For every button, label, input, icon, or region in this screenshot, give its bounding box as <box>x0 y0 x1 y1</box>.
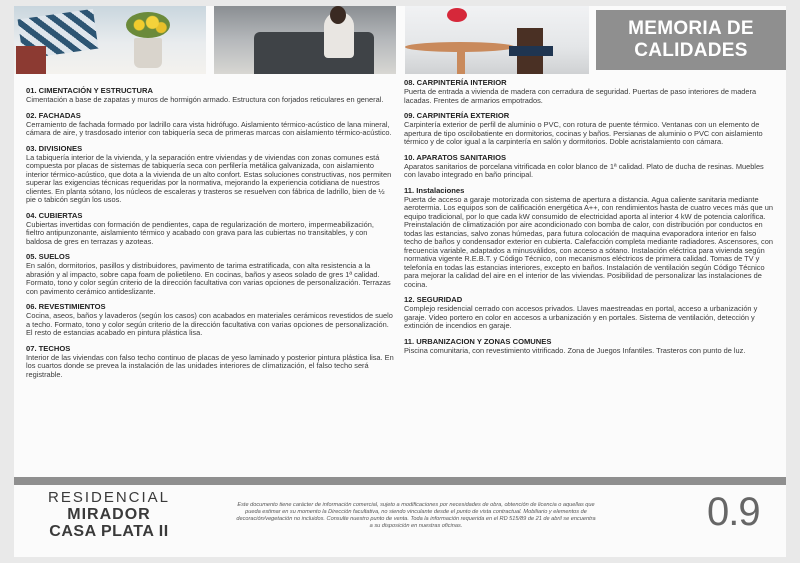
section-aparatos-sanitarios <box>404 153 776 180</box>
title-line-1: MEMORIA DE <box>628 18 754 39</box>
section-title: 06. REVESTIMIENTOS <box>26 302 106 311</box>
section-divisiones <box>26 144 394 205</box>
section-text: Puerta de entrada a vivienda de madera con cerradura de seguridad. Puertas de paso interiores de madera lacadas. Frentes de armarios empotrados. <box>404 87 757 105</box>
legal-disclaimer: Este documento tiene carácter de información comercial, sujeto a modificaciones por necesidades de obra, obtención de licencia o aquellas que pueda estimar en su momento la Dirección facultativa, no siendo vinculante desde el punto de vista contractual. Mobiliario y elementos de decoración/vegetación no incluidos. Consulte nuestro punto de venta. Toda la información requerida en el RD 515/89 de 21 de abril se encuentra a su disposición en nuestras oficinas. <box>236 502 596 529</box>
pot-decor <box>134 38 162 68</box>
rose-decor <box>447 8 467 22</box>
title-line-2: CALIDADES <box>634 40 748 61</box>
photo-living-room <box>14 6 206 74</box>
section-title: 11. Instalaciones <box>404 185 465 195</box>
section-title: 11. URBANIZACION Y ZONAS COMUNES <box>404 336 552 346</box>
brochure-page <box>14 6 786 557</box>
section-title: 07. TECHOS <box>26 343 71 353</box>
section-text: Cerramiento de fachada formado por ladrillo cara vista hidrófugo. Aislamiento térmico-acústico de lana mineral, cámara de aire, y trasdosado interior con tabiquería seca de primeras marcas con aislamiento térmico-acústico. <box>26 119 392 137</box>
page-number: 0.9 <box>707 490 760 534</box>
section-text: Complejo residencial cerrado con accesos privados. Llaves maestreadas en portal, acceso a urbanización y garaje. Video portero en color en accesos a urbanización y en portales. Sistema de ventilación, detección y extinción de incendios en garaje. <box>404 304 758 330</box>
photo-dining <box>405 6 589 74</box>
section-title: 10. APARATOS SANITARIOS <box>404 152 507 162</box>
brand-logo <box>34 490 184 541</box>
left-column <box>26 86 394 385</box>
section-title: 09. CARPINTERÍA EXTERIOR <box>404 111 510 120</box>
section-text: Aparatos sanitarios de porcelana vitrificada en color blanco de 1ª calidad. Plato de ducha de resinas. Muebles con lavabo integrado en baño principal. <box>404 161 764 179</box>
section-text: Interior de las viviendas con falso techo continuo de placas de yeso laminado y posterior pintura plástica lisa. En los cuartos donde se prevea la instalación de las unidades interiores de climatización, el falso techo será registrable. <box>26 352 394 379</box>
section-fachadas <box>26 111 394 138</box>
section-title: 12. SEGURIDAD <box>404 295 463 304</box>
brand-line-1: RESIDENCIAL <box>47 489 171 506</box>
section-instalaciones <box>404 186 776 290</box>
section-suelos <box>26 252 394 296</box>
section-title: 05. SUELOS <box>26 252 70 261</box>
section-cubiertas <box>26 211 394 247</box>
section-carpinteria-interior <box>404 78 776 105</box>
section-text: Puerta de acceso a garaje motorizada con sistema de apertura a distancia. Agua caliente sanitaria mediante aerotermia. Los equipos son de calificación energética A++, con rendimientos hasta de cuatro veces más que un equipo tradicional, por lo que cada kW consumido de electricidad aporta al interior 4 kW de potencia calorífica. Preinstalación de climatización por aire acondicionado con bomba de calor, con distribución por conductos en todas las estancias, salvo zonas húmedas, para futura colocación de maquina evaporadora interior en falso techo de baños y condensador exterior en cubierta. Calefacción completa mediante radiadores. Ascensores, con frecuencia variable, adaptados a minusválidos, con acceso a sótano. Instalación eléctrica para vivienda según normativa vigente R.E.B.T. y Código Técnico, con mecanismos eléctricos de primera calidad. Tomas de TV y telefonía en todas las estancias interiores, excepto en baños. Instalación de ventilación según Código Técnico para mejorar la calidad del aire en el interior de las viviendas. Posibilidad de personalizar las instalaciones de cocina. <box>404 194 773 289</box>
flowers-decor <box>126 12 170 38</box>
section-seguridad <box>404 295 776 331</box>
brand-line-2: MIRADOR <box>67 506 151 523</box>
section-techos <box>26 344 394 380</box>
photo-sofa-woman <box>214 6 396 74</box>
page-title <box>596 10 786 70</box>
table-leg-decor <box>457 50 465 74</box>
section-title: 02. FACHADAS <box>26 110 81 120</box>
chair-decor <box>16 46 46 74</box>
head-decor <box>330 6 346 24</box>
section-urbanizacion <box>404 337 776 356</box>
section-title: 08. CARPINTERÍA INTERIOR <box>404 78 507 87</box>
sofa-decor <box>254 32 374 74</box>
section-text: Cimentación a base de zapatas y muros de hormigón armado. Estructura con forjados reticulares en general. <box>26 95 384 104</box>
section-title: 01. CIMENTACIÓN Y ESTRUCTURA <box>26 86 153 95</box>
section-text: En salón, dormitorios, pasillos y distribuidores, pavimento de tarima estratificada, con alta resistencia a la abrasión y al impacto, sobre capa foam de polietileno. En cocinas, baños y aseos solado de gres 1ª calidad. Formato, tono y color según criterio de la dirección facultativa con varias opciones de personalización. Terrazas con pavimento cerámico antideslizante. <box>26 261 391 296</box>
section-text: Carpintería exterior de perfil de aluminio o PVC, con rotura de puente térmico. Ventanas con un elemento de apertura de tipo oscilobatiente en dormitorios, cocinas y baños. Persianas de aluminio o PVC con aislamiento térmico y de color igual a la carpintería en salón y dormitorios. Doble acristalamiento con cámara. <box>404 120 763 146</box>
section-title: 03. DIVISIONES <box>26 143 83 153</box>
brand-line-3: CASA PLATA II <box>49 523 169 540</box>
section-cimentacion <box>26 86 394 105</box>
seat-decor <box>509 46 553 56</box>
right-column <box>404 78 776 361</box>
section-text: Piscina comunitaria, con revestimiento vitrificado. Zona de Juegos Infantiles. Trasteros con punto de luz. <box>404 345 746 355</box>
footer-band <box>14 477 786 485</box>
section-carpinteria-exterior <box>404 111 776 147</box>
section-text: La tabiquería interior de la vivienda, y la separación entre viviendas y de viviendas con zonas comunes está compuesta por placas de sistemas de tabiquería seca con perfilería metálica galvanizada, con aislamiento interior térmico-acústico, que dota a la vivienda de un alto confort. Estas soluciones constructivas, nos permiten superar las exigencias técnicas requeridas por la normativa, mejorando la experiencia cotidiana de nuestros clientes. En planta sótano, los núcleos de escaleras y trasteros se resuelven con fábrica de ladrillo, bien de ½ pie o tabicón según los usos. <box>26 152 392 204</box>
section-revestimientos <box>26 302 394 338</box>
section-title: 04. CUBIERTAS <box>26 210 83 220</box>
section-text: Cocina, aseos, baños y lavaderos (según los casos) con acabados en materiales cerámicos revestidos de suelo a techo. Formato, tono y color según criterio de la dirección facultativa con varias opciones de personalización. El resto de estancias acabado en pintura plástica lisa. <box>26 311 393 337</box>
section-text: Cubiertas invertidas con formación de pendientes, capa de regularización de mortero, impermeabilización, fieltro antipunzonante, aislamiento térmico y acabado con grava para las cubiertas no transitables, y con baldosa de gres en terrazas y azoteas. <box>26 219 374 246</box>
